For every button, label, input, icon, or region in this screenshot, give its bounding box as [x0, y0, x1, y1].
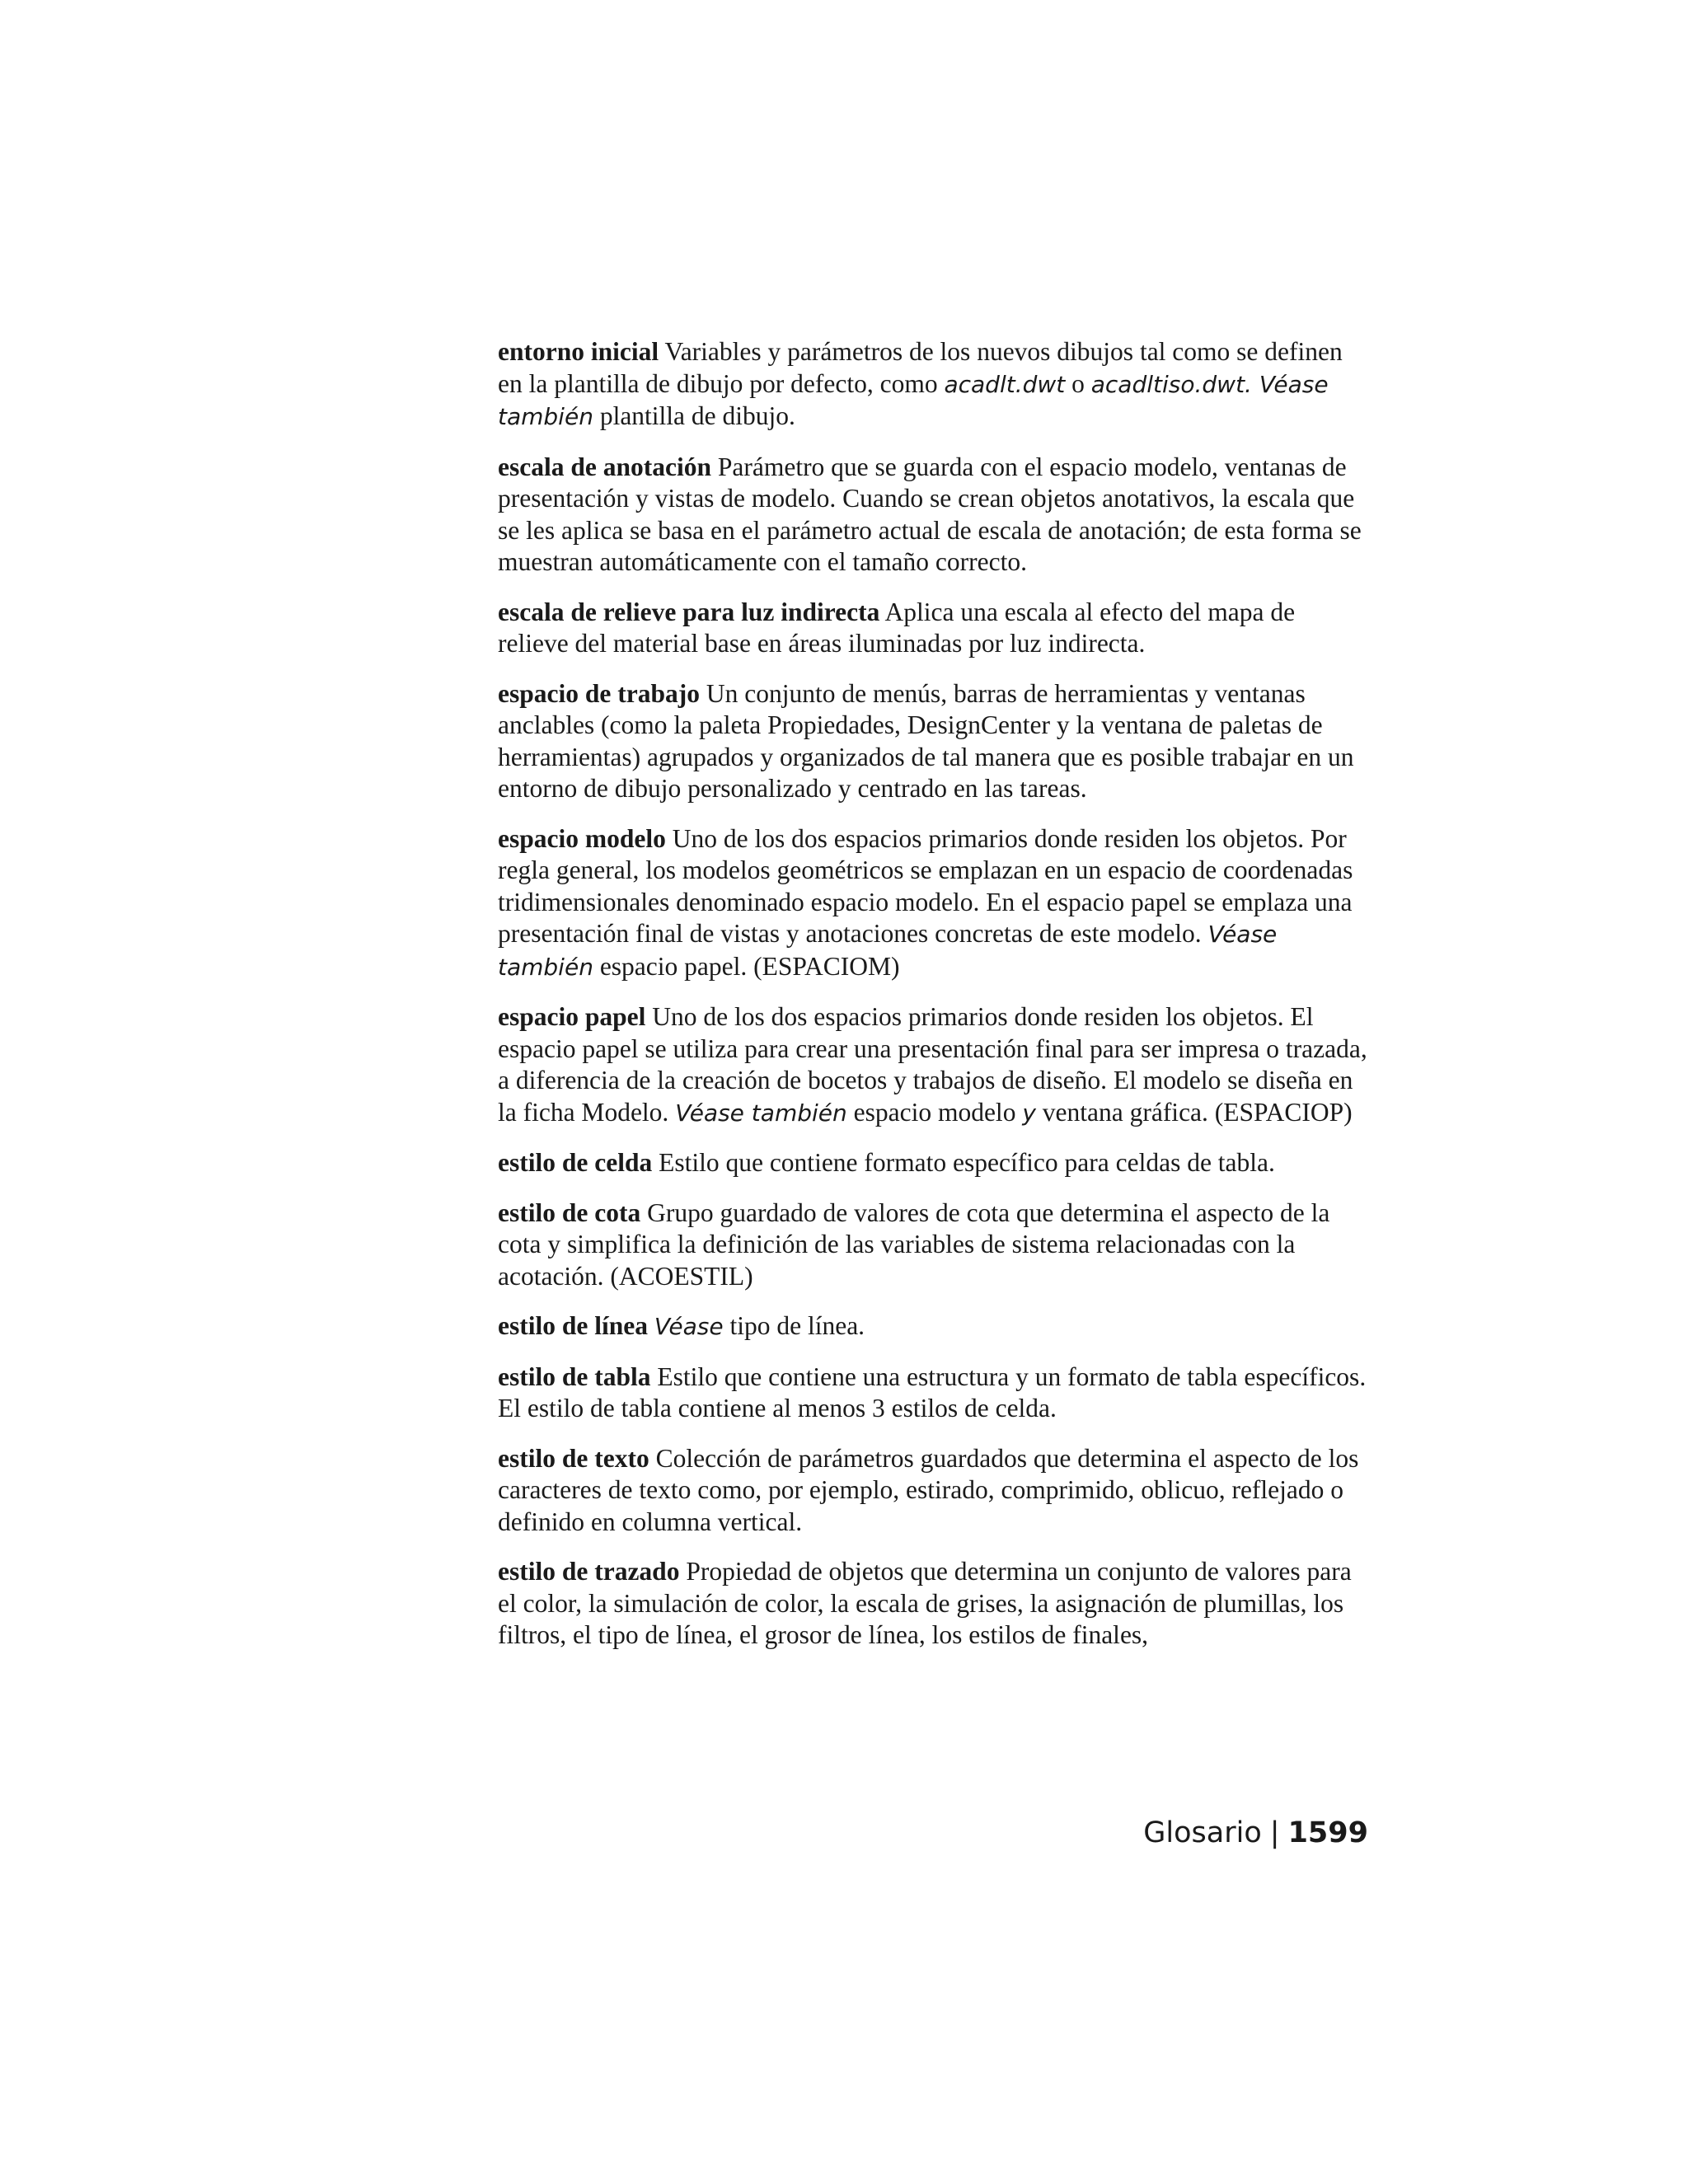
footer-section: Glosario	[1143, 1816, 1262, 1849]
entry-term: estilo de trazado	[498, 1557, 680, 1586]
entry-definition-text: plantilla de dibujo.	[593, 401, 795, 430]
glossary-entry	[498, 823, 1372, 984]
entry-term: estilo de línea	[498, 1311, 648, 1340]
glossary-entry	[498, 1310, 1372, 1343]
entry-term: estilo de celda	[498, 1148, 653, 1177]
entry-definition-text: Estilo que contiene una estructura y un formato de tabla específicos. El estilo de tabla contiene al menos 3 estilos de celda.	[498, 1361, 1367, 1422]
entry-term: estilo de cota	[498, 1197, 641, 1227]
glossary-entry	[498, 1361, 1372, 1425]
entry-definition-text: espacio papel. (ESPACIOM)	[593, 951, 900, 981]
entry-italic-text: Véase también	[675, 1099, 847, 1127]
entry-term: escala de anotación	[498, 452, 711, 481]
entry-term: estilo de texto	[498, 1443, 649, 1473]
entry-italic-text: Véase también	[498, 921, 1278, 981]
entry-definition-text: Grupo guardado de valores de cota que determina el aspecto de la cota y simplifica la definición de las variables de sistema relacionadas con la acotación. (ACOESTIL)	[498, 1197, 1330, 1291]
entry-definition-text: Colección de parámetros guardados que determina el aspecto de los caracteres de texto como, por ejemplo, estirado, comprimido, oblicuo, reflejado o definido en columna vertical.	[498, 1443, 1359, 1536]
footer-separator: |	[1269, 1816, 1280, 1849]
entry-term: estilo de tabla	[498, 1361, 651, 1391]
page-footer	[1143, 1816, 1368, 1849]
glossary-entry	[498, 1197, 1372, 1293]
glossary-entry	[498, 336, 1372, 434]
page-number: 1599	[1287, 1816, 1368, 1849]
entry-definition-text: Parámetro que se guarda con el espacio modelo, ventanas de presentación y vistas de modelo. Cuando se crean objetos anotativos, la escala que se les aplica se basa en el parámetro actual de escala de anotación; de esta forma se muestran automáticamente con el tamaño correcto.	[498, 452, 1362, 576]
entry-definition-text: Uno de los dos espacios primarios donde residen los objetos. Por regla general, los modelos geométricos se emplazan en un espacio de coordenadas tridimensionales denominado espacio modelo. En el espacio papel se emplaza una presentación final de vistas y anotaciones concretas de este modelo.	[498, 823, 1353, 948]
entry-definition-text: Estilo que contiene formato específico para celdas de tabla.	[659, 1148, 1275, 1177]
glossary-entry	[498, 1556, 1372, 1652]
glossary-entry	[498, 597, 1372, 660]
entry-definition-text: Uno de los dos espacios primarios donde residen los objetos. El espacio papel se utiliza para crear una presentación final para ser impresa o trazada, a diferencia de la creación de bocetos y trabajos de diseño. El modelo se diseña en la ficha Modelo.	[498, 1002, 1367, 1127]
glossary-entry	[498, 1147, 1372, 1179]
glossary-entry	[498, 1443, 1372, 1539]
entry-term: espacio de trabajo	[498, 678, 700, 708]
glossary-entry	[498, 678, 1372, 805]
entry-definition-text: Variables y parámetros de los nuevos dibujos tal como se definen en la plantilla de dibujo por defecto, como	[498, 337, 1343, 398]
entry-term: escala de relieve para luz indirecta	[498, 597, 880, 626]
entry-term: espacio modelo	[498, 823, 666, 853]
glossary-entry	[498, 1001, 1372, 1129]
entry-definition-text: ventana gráfica. (ESPACIOP)	[1035, 1097, 1353, 1127]
entry-term: entorno inicial	[498, 337, 659, 366]
glossary-list	[498, 336, 1372, 1670]
entry-definition-text: o	[1065, 368, 1091, 398]
entry-definition-text: espacio modelo	[846, 1097, 1023, 1127]
entry-italic-text: y	[1022, 1099, 1036, 1127]
entry-italic-text: acadltiso.dwt. Véase también	[498, 370, 1329, 430]
entry-definition-text: Aplica una escala al efecto del mapa de relieve del material base en áreas iluminadas por luz indirecta.	[498, 597, 1296, 658]
entry-italic-text: acadlt.dwt	[944, 370, 1066, 398]
entry-definition-text: Propiedad de objetos que determina un conjunto de valores para el color, la simulación de color, la escala de grises, la asignación de plumillas, los filtros, el tipo de línea, el grosor de línea, los estilos de finales,	[498, 1557, 1352, 1649]
glossary-entry	[498, 452, 1372, 579]
entry-definition-text: Un conjunto de menús, barras de herramientas y ventanas anclables (como la paleta Propiedades, DesignCenter y la ventana de paletas de herramientas) agrupados y organizados de tal manera que es posible trabajar en un entorno de dibujo personalizado y centrado en las tareas.	[498, 678, 1354, 803]
entry-definition-text: tipo de línea.	[723, 1311, 865, 1340]
entry-italic-text: Véase	[654, 1313, 724, 1340]
entry-term: espacio papel	[498, 1002, 646, 1031]
